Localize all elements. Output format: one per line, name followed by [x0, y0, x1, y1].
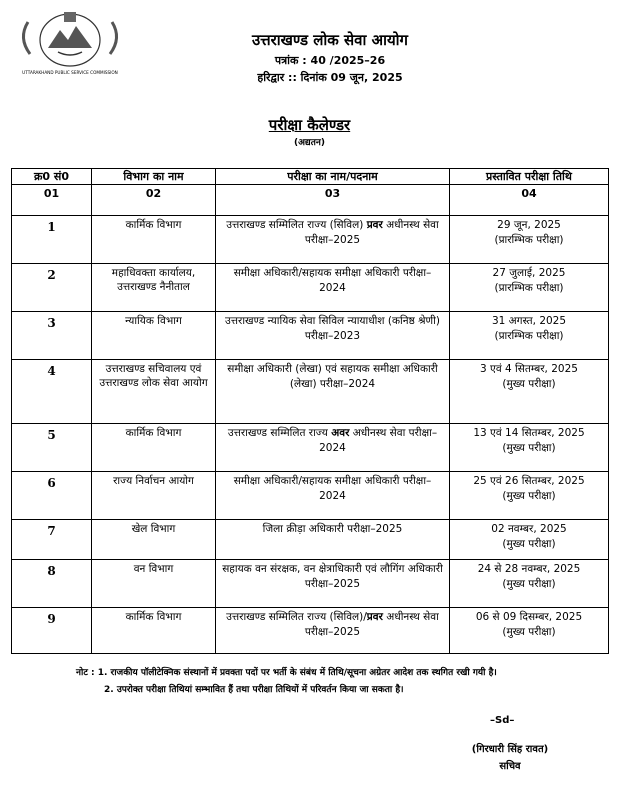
- exam-cell: उत्तराखण्ड सम्मिलित राज्य अवर अधीनस्थ सेवा परीक्षा–2024: [216, 424, 450, 472]
- exam-cell: उत्तराखण्ड सम्मिलित राज्य (सिविल)/प्रवर अधीनस्थ सेवा परीक्षा–2025: [216, 608, 450, 654]
- reference-number: पत्रांक : 40 /2025–26: [274, 54, 386, 67]
- exam-cell: जिला क्रीड़ा अधिकारी परीक्षा–2025: [216, 520, 450, 560]
- exam-cell: उत्तराखण्ड न्यायिक सेवा सिविल न्यायाधीश (कनिष्ठ श्रेणी) परीक्षा–2023: [216, 312, 450, 360]
- serial-cell: 6: [12, 472, 92, 520]
- department-cell: महाधिवक्ता कार्यालय, उत्तराखण्ड नैनीताल: [92, 264, 216, 312]
- department-cell: वन विभाग: [92, 560, 216, 608]
- header-serial: क्र0 सं0: [12, 169, 92, 185]
- department-cell: कार्मिक विभाग: [92, 216, 216, 264]
- serial-cell: 9: [12, 608, 92, 654]
- table-row: [12, 424, 609, 472]
- calendar-title-text: परीक्षा कैलेण्डर: [268, 116, 351, 134]
- serial-cell: 7: [12, 520, 92, 560]
- table-row: [12, 360, 609, 424]
- table-row: [12, 608, 609, 654]
- index-cell: 01: [12, 185, 92, 216]
- table-row: [12, 312, 609, 360]
- calendar-subtitle: (अद्यतन): [294, 138, 325, 148]
- date-cell: 25 एवं 26 सितम्बर, 2025 (मुख्य परीक्षा): [450, 472, 609, 520]
- table-row: [12, 264, 609, 312]
- table-row: [12, 560, 609, 608]
- date-cell: 02 नवम्बर, 2025 (मुख्य परीक्षा): [450, 520, 609, 560]
- table-row: [12, 472, 609, 520]
- index-cell: 04: [450, 185, 609, 216]
- date-cell: 13 एवं 14 सितम्बर, 2025 (मुख्य परीक्षा): [450, 424, 609, 472]
- table-header-row: [12, 169, 609, 185]
- calendar-title: [0, 115, 619, 135]
- signatory-designation: सचिव: [499, 761, 521, 772]
- column-index-row: [12, 185, 609, 216]
- exam-cell: उत्तराखण्ड सम्मिलित राज्य (सिविल) प्रवर अधीनस्थ सेवा परीक्षा–2025: [216, 216, 450, 264]
- serial-cell: 4: [12, 360, 92, 424]
- date-cell: 31 अगस्त, 2025 (प्रारम्भिक परीक्षा): [450, 312, 609, 360]
- signatory-name: (गिरधारी सिंह रावत): [471, 744, 549, 755]
- table-row: [12, 520, 609, 560]
- exam-cell: सहायक वन संरक्षक, वन क्षेत्राधिकारी एवं लौगिंग अधिकारी परीक्षा–2025: [216, 560, 450, 608]
- department-cell: न्यायिक विभाग: [92, 312, 216, 360]
- commission-logo: [8, 8, 132, 78]
- note-2: 2. उपरोक्त परीक्षा तिथियां सम्भावित हैं तथा परीक्षा तिथियों में परिवर्तन किया जा सकता है।: [104, 685, 404, 695]
- exam-cell: समीक्षा अधिकारी/सहायक समीक्षा अधिकारी परीक्षा–2024: [216, 264, 450, 312]
- exam-calendar-table: [11, 168, 609, 654]
- department-cell: कार्मिक विभाग: [92, 608, 216, 654]
- serial-cell: 8: [12, 560, 92, 608]
- date-cell: 3 एवं 4 सितम्बर, 2025 (मुख्य परीक्षा): [450, 360, 609, 424]
- department-cell: राज्य निर्वाचन आयोग: [92, 472, 216, 520]
- notes-section: [76, 665, 497, 699]
- serial-cell: 1: [12, 216, 92, 264]
- date-cell: 06 से 09 दिसम्बर, 2025 (मुख्य परीक्षा): [450, 608, 609, 654]
- table-row: [12, 216, 609, 264]
- note-1: नोट : 1. राजकीय पॉलीटेक्निक संस्थानों में प्रवक्ता पदों पर भर्ती के संबंध में तिथि/सूचना अग्रेतर आदेश तक स्थगित रखी गयी है।: [76, 668, 497, 678]
- signed-mark: –Sd–: [490, 715, 515, 726]
- header-date: प्रस्तावित परीक्षा तिथि: [450, 169, 609, 185]
- header-exam: परीक्षा का नाम/पदनाम: [216, 169, 450, 185]
- date-cell: 29 जून, 2025 (प्रारम्भिक परीक्षा): [450, 216, 609, 264]
- exam-cell: समीक्षा अधिकारी/सहायक समीक्षा अधिकारी परीक्षा–2024: [216, 472, 450, 520]
- header-department: विभाग का नाम: [92, 169, 216, 185]
- exam-cell: समीक्षा अधिकारी (लेखा) एवं सहायक समीक्षा अधिकारी (लेखा) परीक्षा–2024: [216, 360, 450, 424]
- department-cell: खेल विभाग: [92, 520, 216, 560]
- serial-cell: 5: [12, 424, 92, 472]
- index-cell: 03: [216, 185, 450, 216]
- serial-cell: 2: [12, 264, 92, 312]
- index-cell: 02: [92, 185, 216, 216]
- department-cell: उत्तराखण्ड सचिवालय एवं उत्तराखण्ड लोक सेवा आयोग: [92, 360, 216, 424]
- issue-date: हरिद्वार :: दिनांक 09 जून, 2025: [257, 71, 403, 84]
- date-cell: 27 जुलाई, 2025 (प्रारम्भिक परीक्षा): [450, 264, 609, 312]
- org-name: उत्तराखण्ड लोक सेवा आयोग: [252, 31, 408, 49]
- serial-cell: 3: [12, 312, 92, 360]
- date-cell: 24 से 28 नवम्बर, 2025 (मुख्य परीक्षा): [450, 560, 609, 608]
- logo-caption: UTTARAKHAND PUBLIC SERVICE COMMISSION: [22, 70, 118, 75]
- department-cell: कार्मिक विभाग: [92, 424, 216, 472]
